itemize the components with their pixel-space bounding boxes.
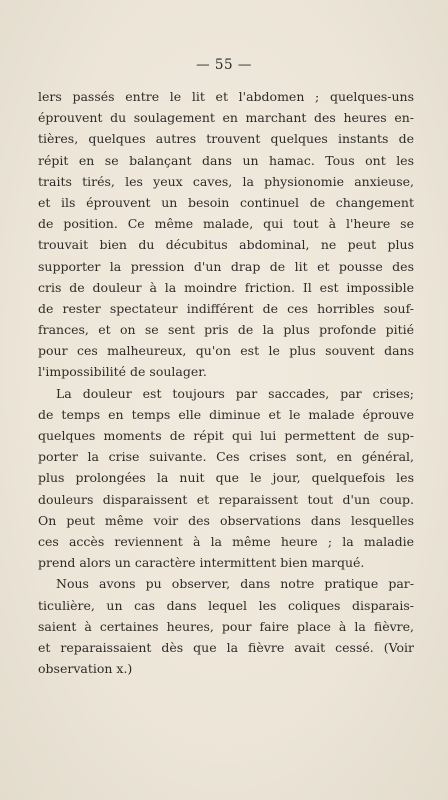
text-line: lers passés entre le lit et l'abdomen ; quelques-uns [38,89,414,104]
text-line: quelques moments de répit qui lui permettent de sup- [38,428,414,443]
text-line: porter la crise suivante. Ces crises sont, en général, [38,449,414,465]
text-line: La douleur est toujours par saccades, par crises; [56,385,414,401]
text-line: ticulière, un cas dans lequel les coliques disparais- [38,597,414,613]
text-line: éprouvent du soulagement en marchant des heures en- [38,110,414,126]
text-line: tières, quelques autres trouvent quelques instants de [38,131,414,147]
page-number: — 55 — [196,57,252,73]
text-line: frances, et on se sent pris de la plus profonde pitié [38,322,414,338]
text-line: trouvait bien du décubitus abdominal, ne peut plus [38,237,414,253]
text-line: traits tirés, les yeux caves, la physionomie anxieuse, [38,173,414,189]
text-line: observation x.) [38,661,133,677]
text-line: pour ces malheureux, qu'on est le plus souvent dans [38,343,414,359]
text-line: répit en se balançant dans un hamac. Tous ont les [38,152,414,168]
text-line: prend alors un caractère intermittent bien marqué. [38,555,365,571]
body-text [38,86,414,679]
text-line: et ils éprouvent un besoin continuel de changement [38,194,414,210]
text-line: On peut même voir des observations dans lesquelles [38,512,414,528]
text-line: de position. Ce même malade, qui tout à l'heure se [38,216,414,232]
paragraph-1 [38,86,414,383]
text-line: et reparaissaient dès que la fièvre avait cessé. (Voir [38,639,414,655]
text-line: l'impossibilité de soulager. [38,364,207,380]
text-line: saient à certaines heures, pour faire place à la fièvre, [38,618,414,634]
text-line: ces accès reviennent à la même heure ; la maladie [38,533,414,549]
text-line: douleurs disparaissent et reparaissent tout d'un coup. [38,491,414,507]
text-line: cris de douleur à la moindre friction. Il est impossible [38,279,414,295]
text-line: de temps en temps elle diminue et le malade éprouve [38,406,414,422]
text-line: plus prolongées la nuit que le jour, quelquefois les [38,470,414,486]
text-line: Nous avons pu observer, dans notre pratique par- [56,576,414,592]
paragraph-2 [38,383,414,574]
paragraph-3 [38,573,414,679]
text-line: de rester spectateur indifférent de ces horribles souf- [38,300,414,316]
text-line: supporter la pression d'un drap de lit et pousse des [38,258,414,274]
